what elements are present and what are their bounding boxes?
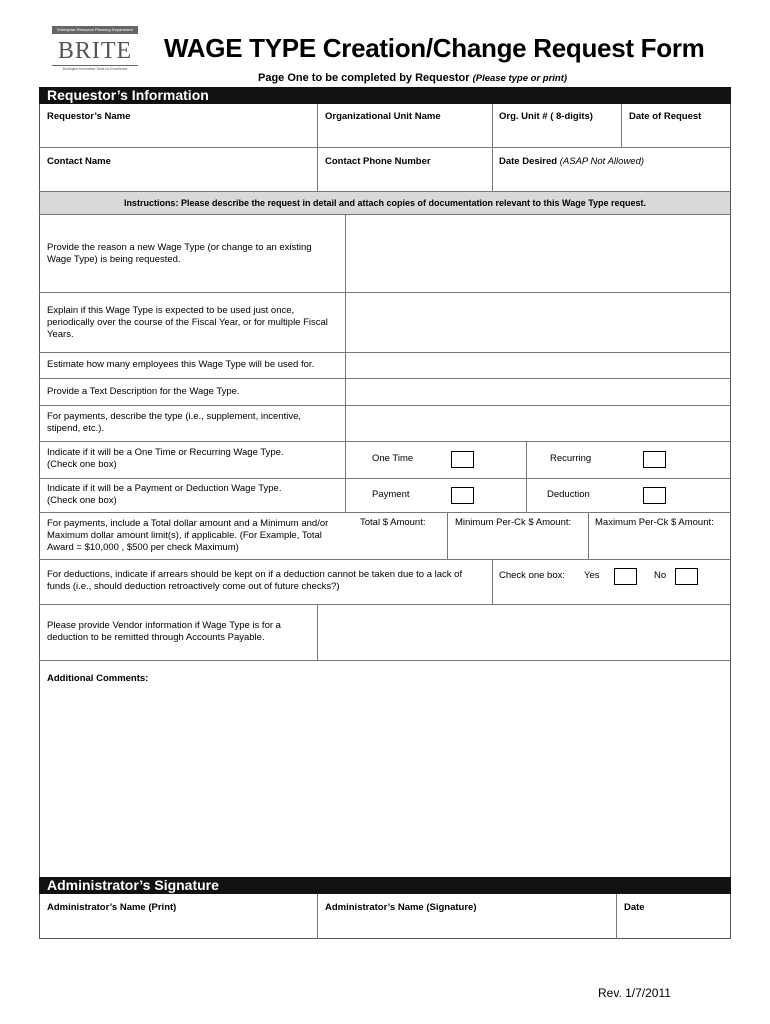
employees-question: Estimate how many employees this Wage Type will be used for. — [47, 359, 315, 370]
page-title: WAGE TYPE Creation/Change Request Form — [164, 33, 705, 63]
admin-name-signature-label: Administrator’s Name (Signature) — [325, 902, 477, 913]
yes-label: Yes — [584, 570, 600, 581]
date-desired-text: Date Desired — [499, 156, 558, 167]
admin-signature-field[interactable] — [318, 915, 615, 937]
payment-deduction-question: Indicate if it will be a Payment or Deduction Wage Type. (Check one box) — [47, 483, 282, 506]
date-of-request-label: Date of Request — [629, 111, 702, 122]
admin-name-print-label: Administrator’s Name (Print) — [47, 902, 177, 913]
instructions-text: Instructions: Please describe the request in detail and attach copies of documentation relevant to this Wage Type request. — [123, 198, 647, 208]
one-time-checkbox[interactable] — [451, 451, 474, 468]
additional-comments-field[interactable] — [40, 688, 730, 874]
max-amount-label: Maximum Per-Ck $ Amount: — [595, 517, 714, 528]
deduction-label: Deduction — [547, 489, 590, 500]
one-time-question: Indicate if it will be a One Time or Recurring Wage Type. (Check one box) — [47, 447, 284, 470]
employees-field[interactable] — [346, 353, 730, 377]
check-one-label: Check one box: — [499, 570, 566, 581]
org-unit-number-label: Org. Unit # ( 8-digits) — [499, 111, 593, 122]
subtitle-note: (Please type or print) — [472, 73, 568, 84]
no-label: No — [654, 570, 667, 581]
deduction-checkbox[interactable] — [643, 487, 666, 504]
logo-rule — [52, 65, 138, 66]
no-checkbox[interactable] — [675, 568, 698, 585]
vendor-question: Please provide Vendor information if Wage Type is for a deduction to be remitted through Accounts Payable. — [47, 620, 281, 643]
text-description-question: Provide a Text Description for the Wage Type. — [47, 386, 240, 397]
reason-field[interactable] — [346, 215, 730, 291]
contact-name-field[interactable] — [40, 169, 316, 190]
total-amount-field[interactable] — [346, 531, 446, 558]
payment-checkbox[interactable] — [451, 487, 474, 504]
org-unit-name-label: Organizational Unit Name — [325, 111, 441, 122]
brite-logo — [48, 26, 142, 76]
total-amount-label: Total $ Amount: — [360, 517, 426, 528]
payment-type-question: For payments, describe the type (i.e., supplement, incentive, stipend, etc.). — [47, 411, 301, 434]
arrears-question: For deductions, indicate if arrears should be kept on if a deduction cannot be taken due to a lack of funds (i.e., should deduction retroactively come out of future checks?) — [47, 569, 463, 592]
date-desired-label — [499, 156, 644, 168]
section-requestor-heading: Requestor’s Information — [39, 87, 731, 104]
min-amount-field[interactable] — [448, 531, 587, 558]
logo-word: BRITE — [57, 38, 133, 64]
contact-phone-label: Contact Phone Number — [325, 156, 431, 167]
revision-label: Rev. 1/7/2011 — [598, 986, 671, 1000]
requestor-name-label: Requestor’s Name — [47, 111, 131, 122]
contact-name-label: Contact Name — [47, 156, 111, 167]
text-description-field[interactable] — [346, 379, 730, 404]
section-admin-heading: Administrator’s Signature — [39, 877, 731, 894]
additional-comments-label: Additional Comments: — [47, 673, 149, 684]
one-time-label: One Time — [372, 453, 414, 464]
date-desired-note: (ASAP Not Allowed) — [559, 156, 645, 167]
payment-label: Payment — [372, 489, 410, 500]
date-of-request-field[interactable] — [622, 124, 730, 146]
reason-question: Provide the reason a new Wage Type (or change to an existing Wage Type) is being requested. — [47, 242, 312, 265]
admin-date-field[interactable] — [617, 915, 730, 937]
recurring-checkbox[interactable] — [643, 451, 666, 468]
admin-name-print-field[interactable] — [40, 915, 316, 937]
min-amount-label: Minimum Per-Ck $ Amount: — [455, 517, 572, 528]
yes-checkbox[interactable] — [614, 568, 637, 585]
usage-field[interactable] — [346, 293, 730, 351]
admin-date-label: Date — [624, 902, 645, 913]
contact-phone-field[interactable] — [318, 169, 491, 190]
logo-banner-text: Enterprise Resource Planning Department — [57, 27, 133, 32]
usage-question: Explain if this Wage Type is expected to be used just once, periodically over the course of the Fiscal Year, or for multiple Fiscal Years. — [47, 305, 328, 340]
org-unit-name-field[interactable] — [318, 124, 491, 146]
totals-question: For payments, include a Total dollar amount and a Minimum and/or Maximum dollar amount limit(s), if applicable. (For Example, Total Award = $10,000 , $500 per check Maximum) — [47, 518, 329, 553]
max-amount-field[interactable] — [589, 531, 730, 558]
page-subtitle — [258, 71, 567, 86]
recurring-label: Recurring — [550, 453, 592, 464]
subtitle-main: Page One to be completed by Requestor — [258, 72, 470, 84]
requestor-name-field[interactable] — [40, 124, 316, 146]
payment-type-field[interactable] — [346, 406, 730, 440]
date-desired-field[interactable] — [493, 169, 730, 190]
logo-tagline: Burlington Innovative Tools for Excellence — [62, 67, 128, 71]
vendor-field[interactable] — [318, 605, 730, 659]
org-unit-number-field[interactable] — [493, 124, 620, 146]
